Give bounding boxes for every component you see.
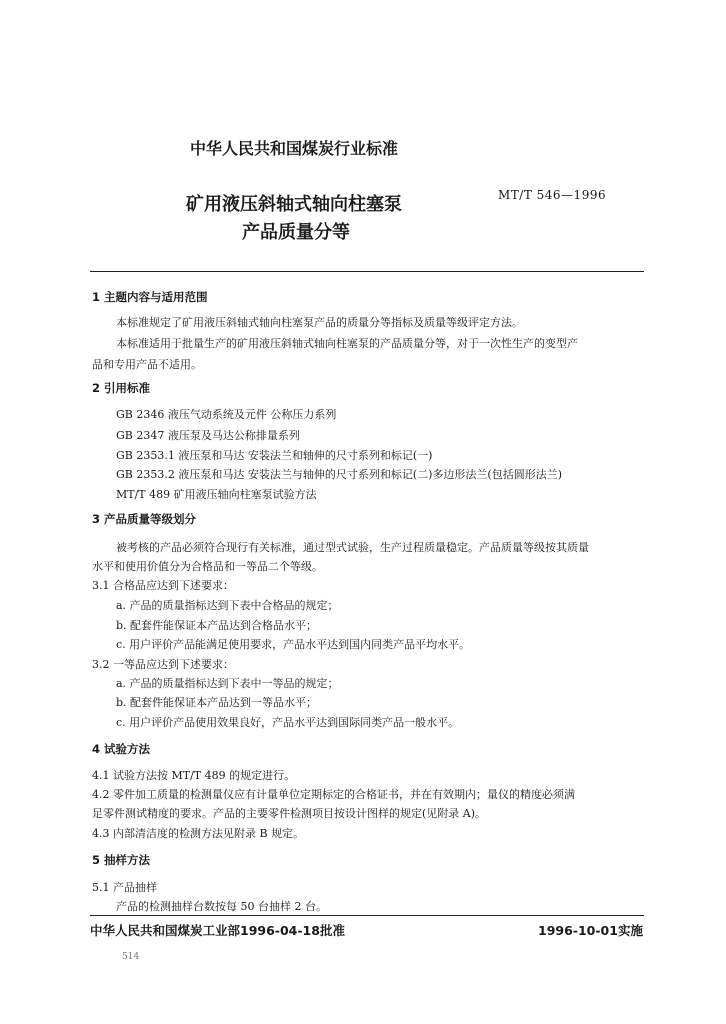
clause-4-3: 4.3 内部清洁度的检测方法见附录 B 规定。 <box>92 827 305 840</box>
reference-item: GB 2353.1 液压泵和马达 安装法兰和轴伸的尺寸系列和标记(一) <box>116 449 433 462</box>
section-3-text-2: 水平和使用价值分为合格品和一等品二个等级。 <box>92 560 323 573</box>
list-item: b. 配套件能保证本产品达到合格品水平； <box>116 619 318 632</box>
org-header: 中华人民共和国煤炭行业标准 <box>190 139 399 158</box>
list-item: a. 产品的质量指标达到下表中一等品的规定； <box>116 677 339 690</box>
list-item: c. 用户评价产品使用效果良好，产品水平达到国际同类产品一般水平。 <box>116 716 460 729</box>
approval-date: 中华人民共和国煤炭工业部1996-04-18批准 <box>90 923 345 938</box>
section-2-heading: 2 引用标准 <box>92 381 151 395</box>
clause-5-1: 5.1 产品抽样 <box>92 881 157 894</box>
document-title-line1: 矿用液压斜轴式轴向柱塞泵 <box>186 194 402 215</box>
section-1-text-3: 品和专用产品不适用。 <box>92 358 202 371</box>
reference-item: GB 2353.2 液压泵和马达 安装法兰与轴伸的尺寸系列和标记(二)多边形法兰(包括圆形法兰) <box>116 468 563 481</box>
reference-item: MT/T 489 矿用液压轴向柱塞泵试验方法 <box>116 488 317 501</box>
section-4-heading: 4 试验方法 <box>92 742 151 756</box>
list-item: c. 用户评价产品能满足使用要求，产品水平达到国内同类产品平均水平。 <box>116 638 471 651</box>
header-rule <box>90 271 644 272</box>
clause-4-1: 4.1 试验方法按 MT/T 489 的规定进行。 <box>92 769 296 782</box>
document-title-line2: 产品质量分等 <box>242 222 350 243</box>
implementation-date: 1996-10-01实施 <box>538 923 643 938</box>
section-3-heading: 3 产品质量等级划分 <box>92 512 197 526</box>
section-3-text-1: 被考核的产品必须符合现行有关标准，通过型式试验，生产过程质量稳定。产品质量等级按其质量 <box>116 541 589 554</box>
page-number: 514 <box>122 952 140 962</box>
clause-3-2-label: 3.2 一等品应达到下述要求： <box>92 658 234 671</box>
footer-rule <box>90 915 644 916</box>
section-1-heading: 1 主题内容与适用范围 <box>92 290 208 304</box>
reference-item: GB 2346 液压气动系统及元件 公称压力系列 <box>116 408 337 421</box>
clause-4-2: 4.2 零件加工质量的检测量仪应有计量单位定期标定的合格证书，并在有效期内；量仪的精度必须满 <box>92 788 575 801</box>
section-5-heading: 5 抽样方法 <box>92 853 151 867</box>
clause-5-1-text: 产品的检测抽样台数按每 50 台抽样 2 台。 <box>116 900 327 913</box>
clause-4-2-cont: 足零件测试精度的要求。产品的主要零件检测项目按设计图样的规定(见附录 A)。 <box>92 807 487 820</box>
section-1-text-1: 本标准规定了矿用液压斜轴式轴向柱塞泵产品的质量分等指标及质量等级评定方法。 <box>116 316 523 329</box>
list-item: b. 配套件能保证本产品达到一等品水平； <box>116 696 318 709</box>
list-item: a. 产品的质量指标达到下表中合格品的规定； <box>116 599 339 612</box>
standard-number: MT/T 546—1996 <box>498 188 607 202</box>
clause-3-1-label: 3.1 合格品应达到下述要求： <box>92 579 234 592</box>
section-1-text-2: 本标准适用于批量生产的矿用液压斜轴式轴向柱塞泵的产品质量分等，对于一次性生产的变型产 <box>116 337 578 350</box>
reference-item: GB 2347 液压泵及马达公称排量系列 <box>116 429 300 442</box>
